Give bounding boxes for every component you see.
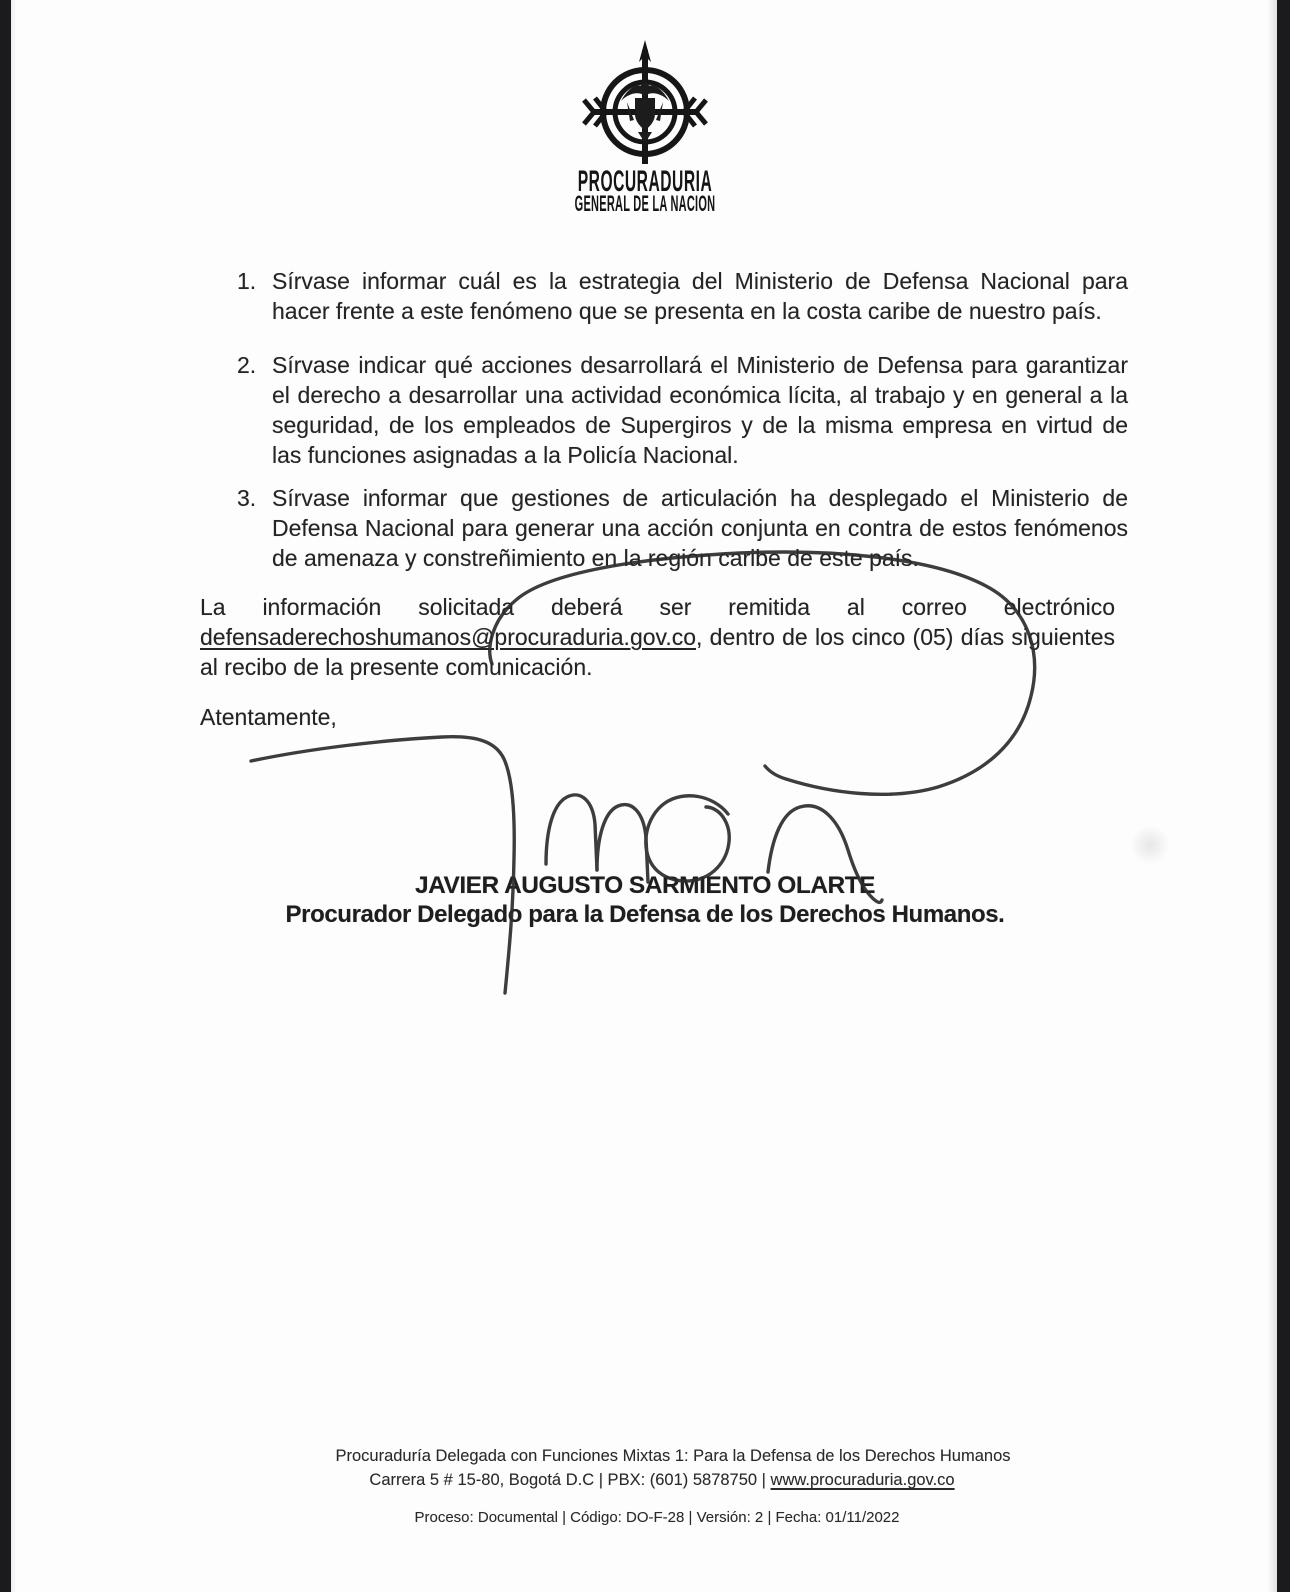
body-line: seguridad, de los empleados de Supergiros y de la misma empresa en virtud de — [272, 412, 1128, 438]
footer-address-line — [17, 1468, 1290, 1492]
scan-edge-strip-right — [1277, 0, 1290, 1592]
signatory-name: JAVIER AUGUSTO SARMIENTO OLARTE — [414, 872, 876, 899]
body-line: hacer frente a este fenómeno que se presenta en la costa caribe de nuestro país. — [272, 298, 1102, 324]
body-line: de amenaza y constreñimiento en la región caribe de este país. — [272, 545, 919, 571]
website-url: www.procuraduria.gov.co — [770, 1471, 955, 1489]
body-line: el derecho a desarrollar una actividad económica lícita, al trabajo y en general a la — [272, 382, 1128, 408]
closing-paragraph — [200, 592, 1115, 682]
body-line: Sírvase informar que gestiones de articulación ha desplegado el Ministerio de — [272, 485, 1128, 511]
body-line: Sírvase indicar qué acciones desarrollará el Ministerio de Defensa para garantizar — [272, 352, 1128, 378]
body-line: las funciones asignadas a la Policía Nacional. — [272, 442, 739, 468]
valediction: Atentamente, — [200, 704, 337, 730]
org-name-line2: GENERAL DE LA NACION — [574, 191, 716, 216]
list-item-1 — [237, 266, 1128, 326]
body-line: Defensa Nacional para generar una acción conjunta en contra de estos fenómenos — [272, 515, 1128, 541]
letterhead — [0, 40, 1290, 214]
scan-edge-strip-left — [0, 0, 11, 1592]
list-item-2 — [237, 350, 1128, 470]
body-line: Sírvase informar cuál es la estrategia del Ministerio de Defensa Nacional para — [272, 268, 1128, 294]
paper-edge-shadow-right — [1267, 0, 1277, 1592]
body-line — [200, 622, 1115, 652]
scan-smudge — [1130, 825, 1170, 865]
body-line-rest: , dentro de los cinco (05) días siguientes — [696, 624, 1115, 650]
list-item-3 — [237, 483, 1128, 573]
body-line: La información solicitada deberá ser remitida al correo electrónico — [200, 594, 1115, 620]
item-number: 3. — [237, 485, 257, 511]
footer-process-line: Proceso: Documental | Código: DO-F-28 | Versión: 2 | Fecha: 01/11/2022 — [414, 1509, 900, 1526]
item-number: 2. — [237, 352, 257, 378]
paper-edge-shadow-left — [11, 0, 17, 1592]
footer-address-text: Carrera 5 # 15-80, Bogotá D.C | PBX: (601) 5878750 | — [369, 1471, 771, 1489]
email-address: defensaderechoshumanos@procuraduria.gov.co — [200, 624, 697, 650]
page-footer — [0, 1444, 1290, 1528]
signatory-title: Procurador Delegado para la Defensa de los Derechos Humanos. — [285, 901, 1005, 928]
procuraduria-compass-emblem-icon — [577, 40, 713, 170]
footer-office-line: Procuraduría Delegada con Funciones Mixtas 1: Para la Defensa de los Derechos Humanos — [335, 1447, 1011, 1465]
item-number: 1. — [237, 268, 257, 294]
body-line: al recibo de la presente comunicación. — [200, 654, 593, 680]
org-name-line1: PROCURADURIA — [577, 165, 713, 198]
